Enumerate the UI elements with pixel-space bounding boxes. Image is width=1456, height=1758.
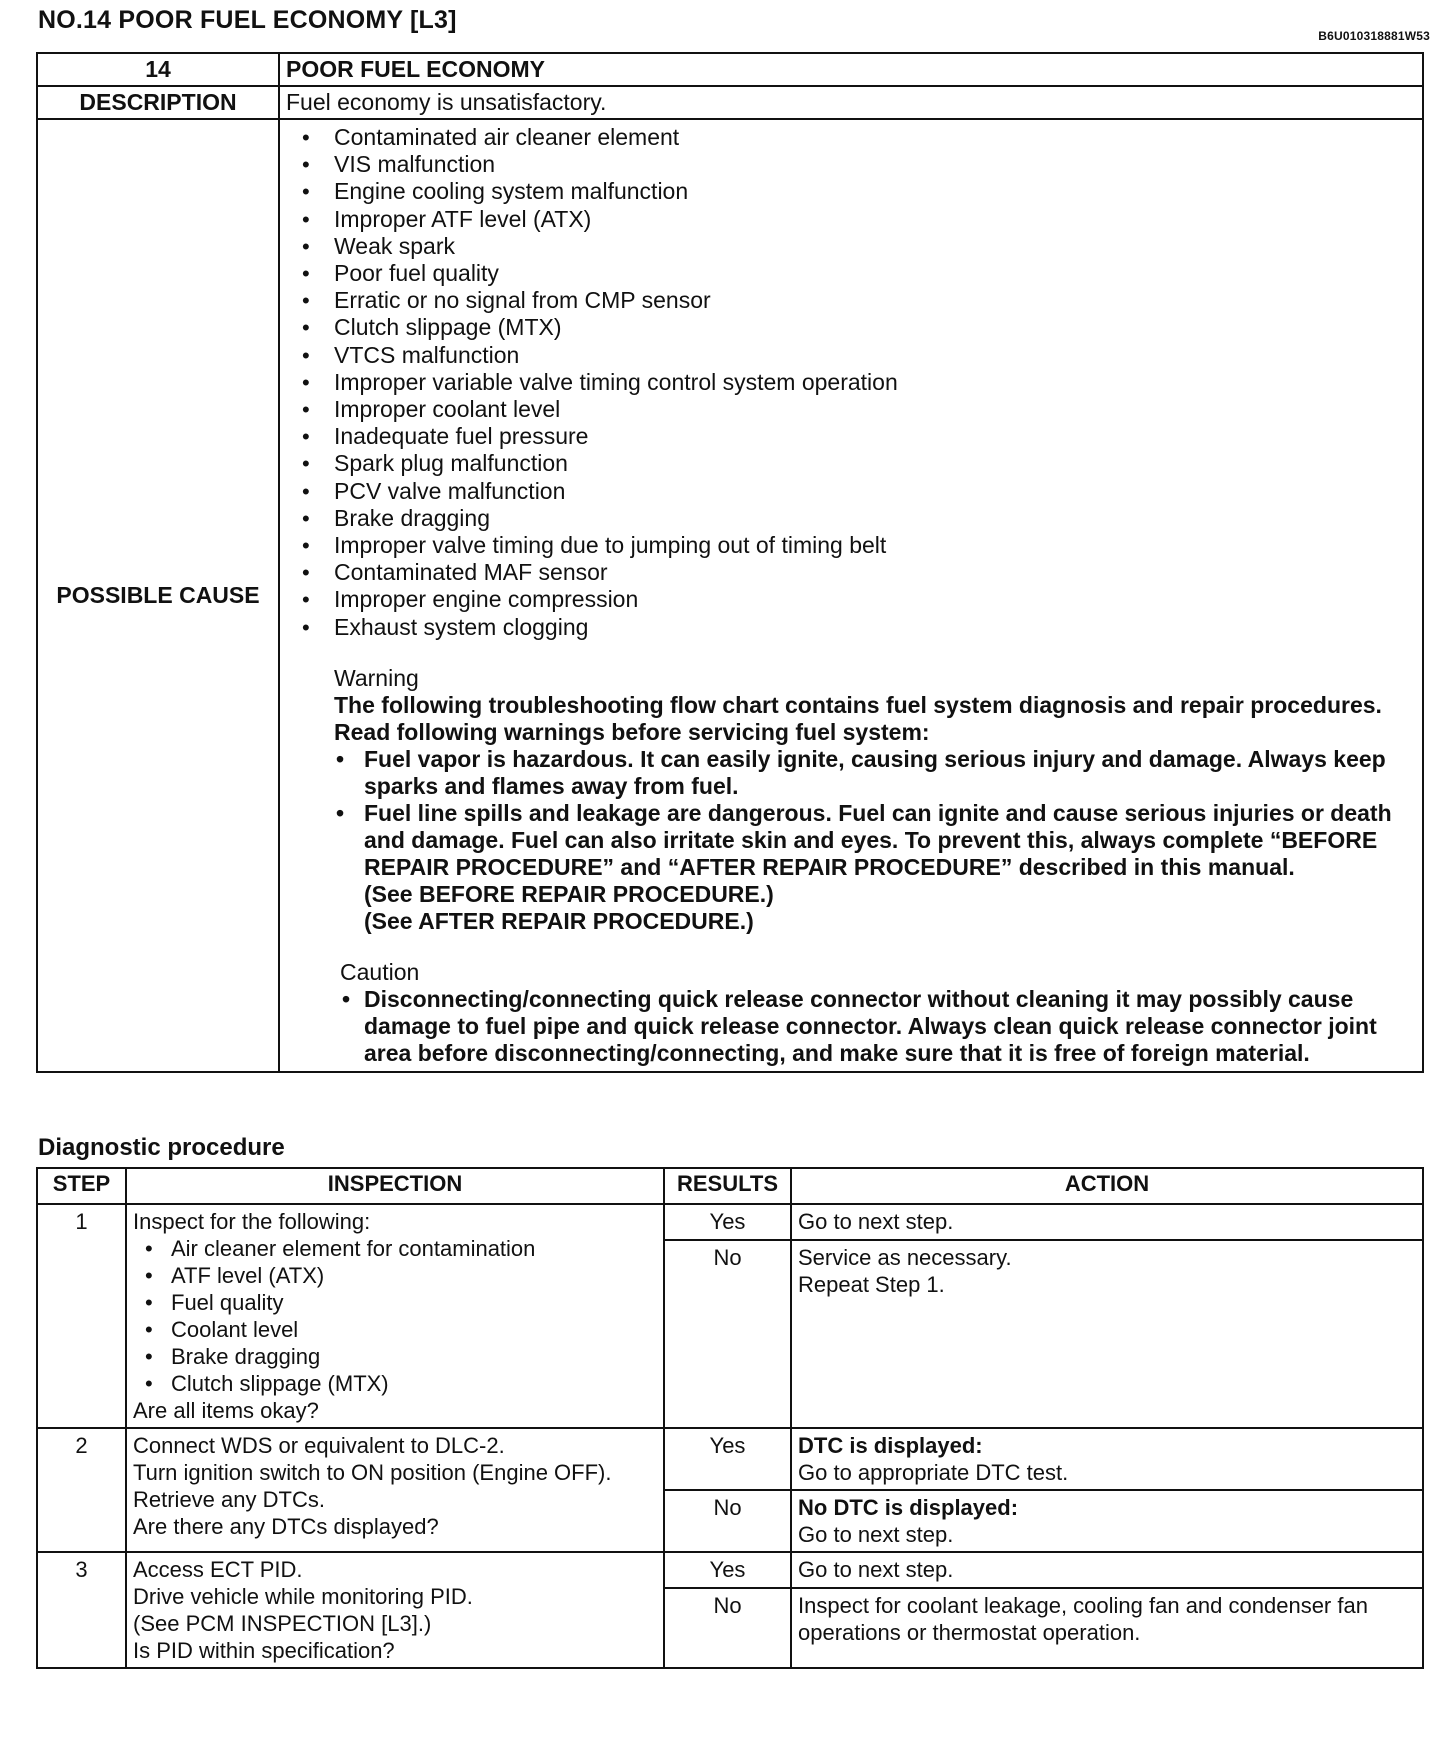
- possible-cause-cell: [279, 119, 1423, 1072]
- list-item: • Engine cooling system malfunction: [300, 178, 1416, 205]
- diagnostic-procedure-table: [36, 1167, 1424, 1669]
- action-text: Go to next step.: [798, 1209, 954, 1234]
- trouble-number: 14: [37, 53, 279, 86]
- action-cell: [791, 1240, 1423, 1428]
- list-item: • VIS malfunction: [300, 151, 1416, 178]
- action-heading: DTC is displayed:: [798, 1433, 983, 1458]
- possible-cause-label: POSSIBLE CAUSE: [37, 119, 279, 1072]
- list-item: • Clutch slippage (MTX): [143, 1370, 657, 1397]
- list-item: • Air cleaner element for contamination: [143, 1235, 657, 1262]
- section-title: Diagnostic procedure: [38, 1134, 285, 1161]
- list-item: • ATF level (ATX): [143, 1262, 657, 1289]
- list-item: • Improper coolant level: [300, 396, 1416, 423]
- table-row: [37, 1204, 1423, 1240]
- action-text: Go to next step.: [798, 1557, 954, 1582]
- list-item: • Improper ATF level (ATX): [300, 206, 1416, 233]
- page-title: NO.14 POOR FUEL ECONOMY [L3]: [38, 6, 457, 34]
- action-text: Go to next step.: [798, 1522, 954, 1547]
- table-header-row: [37, 1168, 1423, 1204]
- list-item: • Improper engine compression: [300, 586, 1416, 613]
- description-label: DESCRIPTION: [37, 86, 279, 119]
- list-item: • Brake dragging: [143, 1343, 657, 1370]
- inspection-question: Are all items okay?: [133, 1398, 319, 1423]
- action-cell: [791, 1588, 1423, 1668]
- list-item: • Coolant level: [143, 1316, 657, 1343]
- inspection-cell: [126, 1552, 664, 1668]
- caution-title: Caution: [340, 958, 420, 985]
- list-item: • Fuel quality: [143, 1289, 657, 1316]
- inspection-line: (See PCM INSPECTION [L3].): [133, 1611, 432, 1636]
- result-no: No: [664, 1490, 791, 1552]
- list-item: • Erratic or no signal from CMP sensor: [300, 287, 1416, 314]
- list-item: • Fuel vapor is hazardous. It can easily ignite, causing serious injury and damage. Always keep sparks and flames away from fuel.: [334, 746, 1416, 800]
- table-row: [37, 1428, 1423, 1490]
- list-item: • Disconnecting/connecting quick release connector without cleaning it may possibly cause damage to fuel pipe and quick release connector. Always clean quick release connector joint area before disconnecting/connecting, and make sure that it is free of foreign material.: [340, 986, 1416, 1067]
- action-cell: [791, 1552, 1423, 1588]
- inspection-line: Connect WDS or equivalent to DLC-2.: [133, 1433, 505, 1458]
- possible-cause-row: [37, 119, 1423, 1072]
- action-cell: [791, 1490, 1423, 1552]
- trouble-header-row: [37, 53, 1423, 86]
- cause-list: [286, 124, 1416, 641]
- result-yes: Yes: [664, 1428, 791, 1490]
- warning-item-text: Fuel line spills and leakage are dangerous. Fuel can ignite and cause serious injuries or death and damage. Fuel can also irritate skin and eyes. To prevent this, always complete “BEFORE REPAIR PROCEDURE” and “AFTER REPAIR PROCEDURE” described in this manual.: [364, 799, 1392, 880]
- list-item: • Contaminated air cleaner element: [300, 124, 1416, 151]
- list-item: • Spark plug malfunction: [300, 450, 1416, 477]
- list-item: • Weak spark: [300, 233, 1416, 260]
- step-number: 1: [37, 1204, 126, 1428]
- caution-block: [340, 959, 1416, 1067]
- inspection-intro: Inspect for the following:: [133, 1209, 371, 1234]
- inspection-cell: [126, 1428, 664, 1552]
- action-text: Service as necessary.: [798, 1245, 1012, 1270]
- action-cell: [791, 1428, 1423, 1490]
- result-no: No: [664, 1240, 791, 1428]
- list-item: • VTCS malfunction: [300, 342, 1416, 369]
- trouble-name: POOR FUEL ECONOMY: [279, 53, 1423, 86]
- list-item: • PCV valve malfunction: [300, 478, 1416, 505]
- warning-intro: The following troubleshooting flow chart contains fuel system diagnosis and repair procedures. Read following warnings before servicing fuel system:: [334, 691, 1382, 745]
- warning-list: [334, 746, 1416, 935]
- inspection-list: [133, 1235, 657, 1397]
- header-action: ACTION: [791, 1168, 1423, 1204]
- inspection-line: Are there any DTCs displayed?: [133, 1514, 439, 1539]
- header-step: STEP: [37, 1168, 126, 1204]
- action-text: Repeat Step 1.: [798, 1272, 945, 1297]
- warning-block: [334, 665, 1416, 935]
- action-cell: [791, 1204, 1423, 1240]
- action-heading: No DTC is displayed:: [798, 1495, 1019, 1520]
- step-number: 2: [37, 1428, 126, 1552]
- caution-list: [340, 986, 1416, 1067]
- inspection-line: Retrieve any DTCs.: [133, 1487, 325, 1512]
- action-text: Inspect for coolant leakage, cooling fan and condenser fan operations or thermostat operation.: [798, 1593, 1368, 1645]
- document-code: B6U010318881W53: [1318, 29, 1430, 43]
- table-row: [37, 1552, 1423, 1588]
- inspection-cell: [126, 1204, 664, 1428]
- inspection-line: Is PID within specification?: [133, 1638, 395, 1663]
- list-item: • Clutch slippage (MTX): [300, 314, 1416, 341]
- list-item: [334, 800, 1416, 935]
- step-number: 3: [37, 1552, 126, 1668]
- list-item: • Brake dragging: [300, 505, 1416, 532]
- list-item: • Poor fuel quality: [300, 260, 1416, 287]
- list-item: • Improper variable valve timing control system operation: [300, 369, 1416, 396]
- result-no: No: [664, 1588, 791, 1668]
- inspection-line: Access ECT PID.: [133, 1557, 303, 1582]
- after-repair-reference: (See AFTER REPAIR PROCEDURE.): [364, 907, 754, 934]
- warning-title: Warning: [334, 664, 419, 691]
- list-item: • Exhaust system clogging: [300, 614, 1416, 641]
- description-row: [37, 86, 1423, 119]
- inspection-line: Turn ignition switch to ON position (Engine OFF).: [133, 1460, 612, 1485]
- list-item: • Inadequate fuel pressure: [300, 423, 1416, 450]
- description-text: Fuel economy is unsatisfactory.: [279, 86, 1423, 119]
- header-results: RESULTS: [664, 1168, 791, 1204]
- list-item: • Contaminated MAF sensor: [300, 559, 1416, 586]
- result-yes: Yes: [664, 1552, 791, 1588]
- inspection-line: Drive vehicle while monitoring PID.: [133, 1584, 473, 1609]
- before-repair-reference: (See BEFORE REPAIR PROCEDURE.): [364, 880, 774, 907]
- list-item: • Improper valve timing due to jumping out of timing belt: [300, 532, 1416, 559]
- action-text: Go to appropriate DTC test.: [798, 1460, 1069, 1485]
- troubleshooting-table: [36, 52, 1424, 1073]
- header-inspection: INSPECTION: [126, 1168, 664, 1204]
- result-yes: Yes: [664, 1204, 791, 1240]
